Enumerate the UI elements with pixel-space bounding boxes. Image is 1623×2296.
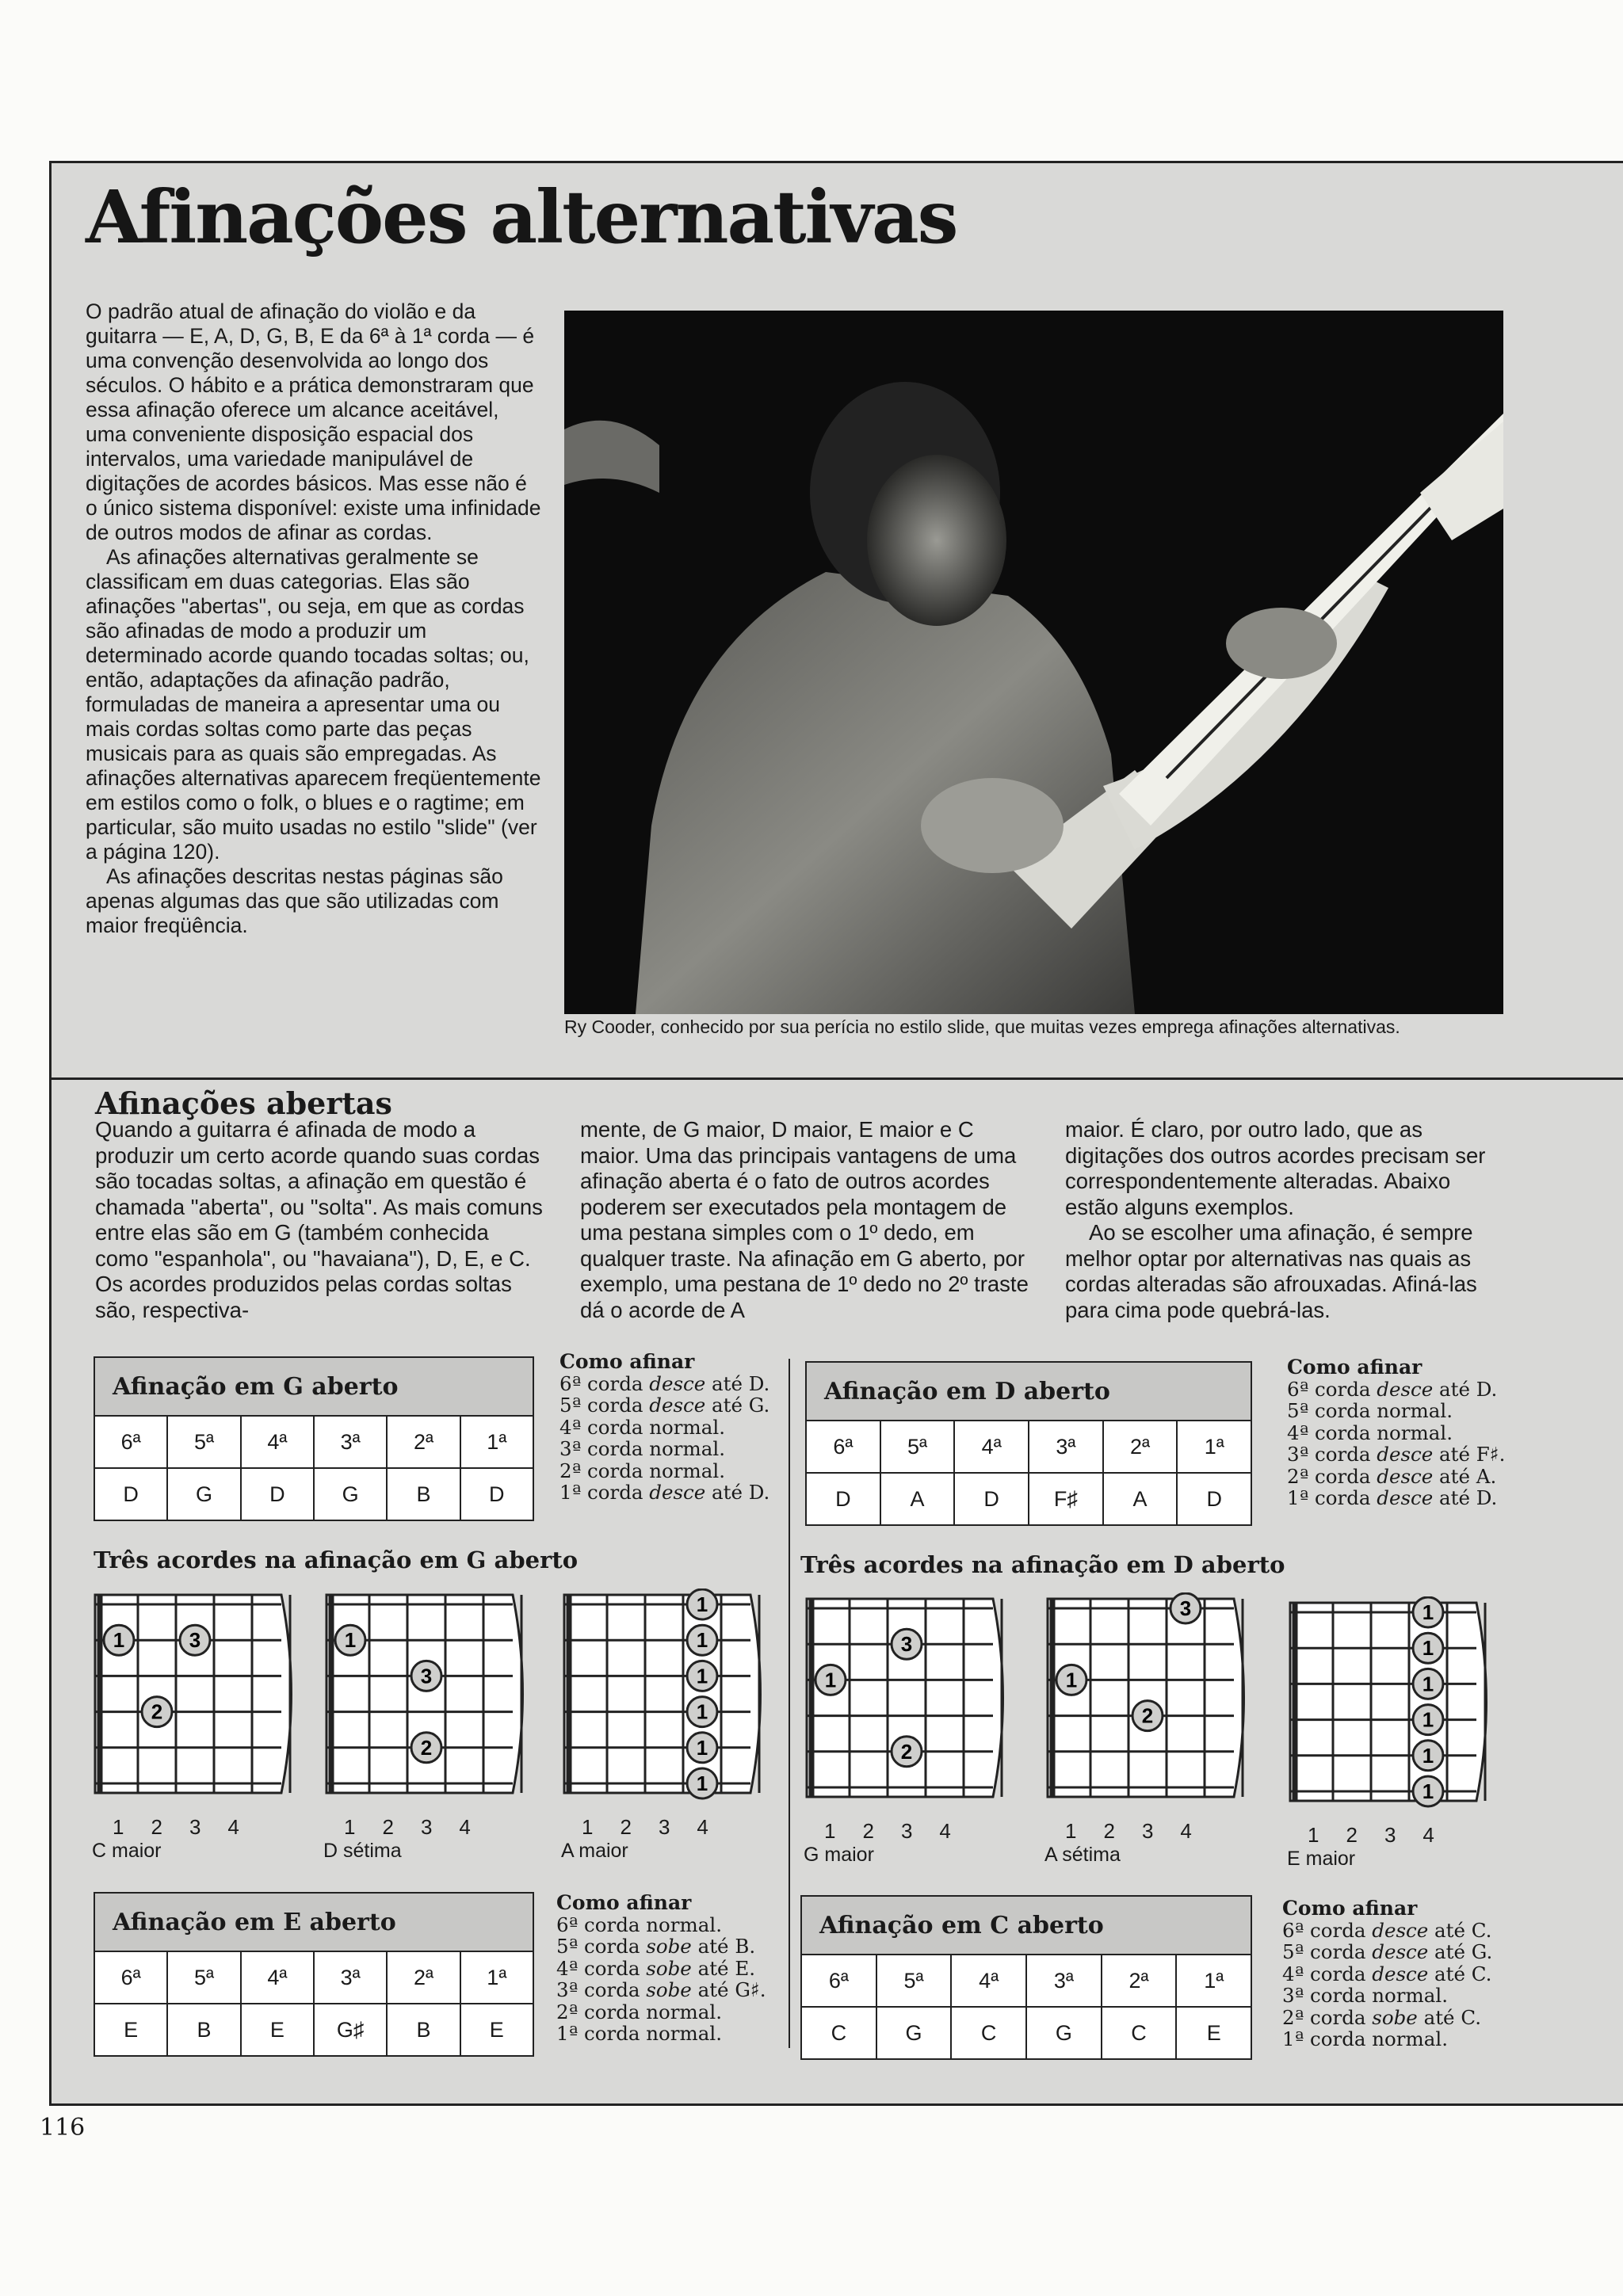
- bottom-rule: [49, 2103, 1623, 2106]
- intro-paragraph-2: As afinações alternativas geralmente se classificam em duas categorias. Elas são afinações "abertas", ou seja, em que as cordas são afinadas de modo a produzir um determinado acorde quando tocadas soltas; ou, então, adaptações da afinação padrão, formuladas de maneira a apresentar uma ou mais cordas soltas como parte das peças musicais para as quais são empregadas. As afinações alternativas aparecem freqüentemente em estilos como o folk, o blues e o ragtime; em particular, são muito usadas no estilo "slide" (ver a página 120).: [86, 545, 541, 864]
- howto-line: 3ª corda normal.: [559, 1437, 725, 1460]
- fret-number: 2: [620, 1815, 632, 1839]
- intro-paragraph-3: As afinações descritas nestas páginas são apenas algumas das que são utilizadas com maior freqüência.: [86, 864, 503, 937]
- note-cell: B: [386, 2004, 459, 2055]
- howto-line: 4ª corda sobe até E.: [556, 1956, 755, 1980]
- fret-number: 3: [900, 1819, 913, 1843]
- howto-e: [556, 1892, 766, 2045]
- howto-line: 6ª corda desce até D.: [559, 1371, 770, 1395]
- fret-number: 1: [113, 1815, 124, 1839]
- fretboard: [1284, 1596, 1498, 1826]
- chords-d-title: Três acordes na afinação em D aberto: [800, 1551, 1285, 1578]
- finger-number: 1: [824, 1668, 837, 1692]
- finger-number: 1: [113, 1628, 125, 1653]
- fret-number: 1: [582, 1815, 594, 1839]
- fretboard-outline: [1048, 1599, 1244, 1797]
- tuning-table-title: Afinação em C aberto: [802, 1897, 1251, 1955]
- left-rule: [49, 161, 52, 2106]
- finger-dot: [687, 1589, 717, 1619]
- howto-line: 2ª corda normal.: [559, 1459, 725, 1482]
- string-1: 1ª: [1175, 1955, 1251, 2006]
- howto-line: 1ª corda desce até D.: [1287, 1486, 1498, 1509]
- howto-title: Como afinar: [1282, 1897, 1418, 1920]
- fret-number: 1: [1308, 1823, 1319, 1847]
- string-2: 2ª: [386, 1952, 459, 2003]
- note-cell: G♯: [313, 2004, 386, 2055]
- howto-g: [559, 1351, 769, 1504]
- howto-line: 5ª corda desce até G.: [559, 1394, 770, 1417]
- howto-line: 3ª corda normal.: [1282, 1984, 1448, 2007]
- finger-number: 1: [696, 1628, 708, 1653]
- finger-dot: [411, 1661, 441, 1691]
- finger-dot: [1413, 1669, 1443, 1699]
- finger-dot: [892, 1629, 922, 1659]
- finger-dot: [180, 1625, 210, 1655]
- note-cell: D: [123, 1482, 139, 1506]
- string-3: 3ª: [313, 1417, 386, 1467]
- photo-illustration: [564, 311, 1503, 1014]
- fretboard: [89, 1589, 303, 1818]
- finger-number: 2: [900, 1739, 913, 1764]
- note-cell: C: [950, 2008, 1025, 2058]
- guitarist-photo: [564, 311, 1503, 1014]
- chord-diagram: [1041, 1592, 1255, 1867]
- string-row: [95, 1952, 533, 2003]
- howto-line: 4ª corda normal.: [1287, 1421, 1453, 1444]
- finger-dot: [142, 1697, 172, 1727]
- fret-numbers: [320, 1815, 534, 1840]
- howto-line: 1ª corda normal.: [1282, 2027, 1448, 2050]
- note-cell: G: [313, 1469, 386, 1520]
- finger-dot: [1413, 1705, 1443, 1735]
- note-row: [95, 1467, 533, 1520]
- column-3-text-2: Ao se escolher uma afinação, é sempre melhor optar por alternativas nas quais as cordas alteradas são afrouxadas. Afiná-las para cima pode quebrá-las.: [1065, 1220, 1477, 1322]
- chord-diagram: [558, 1589, 772, 1863]
- howto-line: 4ª corda normal.: [559, 1415, 725, 1439]
- chord-diagram: [1284, 1596, 1498, 1871]
- note-cell: G: [166, 1469, 239, 1520]
- fretboard-outline: [1290, 1603, 1487, 1801]
- fret-number: 1: [824, 1819, 836, 1843]
- fret-number: 3: [189, 1815, 201, 1839]
- fret-number: 1: [344, 1815, 356, 1839]
- howto-line: 6ª corda desce até D.: [1287, 1377, 1498, 1401]
- howto-line: 2ª corda sobe até C.: [1282, 2005, 1481, 2029]
- photo-caption: Ry Cooder, conhecido por sua perícia no estilo slide, que muitas vezes emprega afinações alternativas.: [564, 1016, 1400, 1037]
- finger-dot: [687, 1625, 717, 1655]
- top-rule: [49, 161, 1623, 163]
- finger-dot: [687, 1768, 717, 1798]
- howto-title: Como afinar: [1287, 1356, 1423, 1379]
- howto-line: 1ª corda desce até D.: [559, 1481, 770, 1504]
- howto-line: 2ª corda desce até A.: [1287, 1464, 1497, 1488]
- tuning-table-g: [94, 1356, 534, 1521]
- finger-dot: [1413, 1633, 1443, 1663]
- string-row: [95, 1417, 533, 1467]
- fretboard: [800, 1592, 1014, 1822]
- page-title: Afinações alternativas: [86, 174, 957, 260]
- finger-number: 1: [1422, 1707, 1434, 1732]
- finger-dot: [1056, 1665, 1086, 1695]
- fret-numbers: [89, 1815, 303, 1840]
- middle-rule: [49, 1077, 1623, 1080]
- fret-number: 4: [1423, 1823, 1434, 1847]
- tuning-table-e: [94, 1892, 534, 2057]
- string-3: 3ª: [1025, 1955, 1101, 2006]
- tuning-table-title: Afinação em D aberto: [807, 1363, 1251, 1421]
- note-cell: A: [880, 1474, 954, 1524]
- finger-dot: [104, 1625, 134, 1655]
- finger-dot: [411, 1733, 441, 1763]
- string-5: 5ª: [166, 1417, 239, 1467]
- finger-dot: [687, 1733, 717, 1763]
- note-cell: E: [240, 2004, 313, 2055]
- string-6: 6ª: [828, 1968, 849, 1993]
- fret-numbers: [800, 1819, 1014, 1844]
- finger-dot: [1413, 1597, 1443, 1627]
- column-2-text: mente, de G maior, D maior, E maior e C maior. Uma das principais vantagens de uma afinação aberta é o fato de outros acordes poderem ser executados pela montagem de uma pestana simples com o 1º dedo, em qualquer traste. Na afinação em G aberto, por exemplo, uma pestana de 1º dedo no 2º traste dá o acorde de A: [580, 1117, 1029, 1322]
- column-2: [580, 1117, 1032, 1323]
- finger-number: 1: [696, 1735, 708, 1760]
- chord-name: C maior: [92, 1840, 162, 1862]
- fret-number: 2: [1103, 1819, 1115, 1843]
- chord-name: G maior: [804, 1844, 874, 1866]
- finger-dot: [1170, 1593, 1201, 1623]
- fret-number: 4: [697, 1815, 708, 1839]
- howto-line: 4ª corda desce até C.: [1282, 1962, 1492, 1985]
- string-6: 6ª: [833, 1434, 854, 1459]
- fretboard: [320, 1589, 534, 1818]
- string-2: 2ª: [386, 1417, 459, 1467]
- string-3: 3ª: [313, 1952, 386, 2003]
- note-cell: E: [124, 2017, 139, 2042]
- howto-line: 5ª corda desce até G.: [1282, 1940, 1493, 1963]
- string-1: 1ª: [460, 1417, 533, 1467]
- string-4: 4ª: [240, 1417, 313, 1467]
- finger-dot: [687, 1661, 717, 1691]
- note-cell: D: [835, 1486, 851, 1511]
- finger-dot: [1132, 1701, 1163, 1731]
- fret-number: 3: [658, 1815, 670, 1839]
- note-row: [802, 2006, 1251, 2058]
- finger-dot: [335, 1625, 365, 1655]
- fret-numbers: [558, 1815, 772, 1840]
- fretboard: [1041, 1592, 1255, 1822]
- chords-g-title: Três acordes na afinação em G aberto: [94, 1547, 579, 1573]
- string-4: 4ª: [950, 1955, 1025, 2006]
- string-4: 4ª: [240, 1952, 313, 2003]
- note-cell: E: [1175, 2008, 1251, 2058]
- string-row: [807, 1421, 1251, 1472]
- fret-number: 4: [459, 1815, 471, 1839]
- chord-name: A sétima: [1044, 1844, 1121, 1866]
- string-2: 2ª: [1101, 1955, 1176, 2006]
- finger-number: 1: [1422, 1672, 1434, 1696]
- howto-line: 6ª corda normal.: [556, 1913, 722, 1936]
- finger-number: 1: [1422, 1636, 1434, 1661]
- finger-number: 1: [344, 1628, 357, 1653]
- string-5: 5ª: [880, 1421, 954, 1472]
- note-cell: D: [953, 1474, 1028, 1524]
- string-1: 1ª: [460, 1952, 533, 2003]
- fret-number: 1: [1065, 1819, 1077, 1843]
- chord-name: A maior: [561, 1840, 628, 1862]
- note-cell: A: [1102, 1474, 1177, 1524]
- note-cell: G: [1025, 2008, 1101, 2058]
- howto-line: 3ª corda desce até F♯.: [1287, 1443, 1506, 1466]
- note-row: [95, 2003, 533, 2055]
- string-row: [802, 1955, 1251, 2006]
- fret-number: 3: [1384, 1823, 1396, 1847]
- finger-number: 3: [1179, 1596, 1192, 1620]
- note-cell: G: [876, 2008, 951, 2058]
- finger-number: 3: [900, 1632, 913, 1657]
- finger-number: 1: [1422, 1743, 1434, 1768]
- column-1: [95, 1117, 547, 1323]
- finger-dot: [892, 1737, 922, 1767]
- note-cell: B: [386, 1469, 459, 1520]
- note-cell: D: [1176, 1474, 1251, 1524]
- intro-paragraph-1: O padrão atual de afinação do violão e da guitarra — E, A, D, G, B, E da 6ª à 1ª corda — é uma convenção desenvolvida ao longo dos séculos. O hábito e a prática demonstraram que essa afinação oferece um alcance aceitável, uma conveniente disposição espacial dos intervalos, uma variedade manipulável de digitações de acordes básicos. Mas esse não é o único sistema disponível: existe uma infinidade de outros modos de afinar as cordas.: [86, 299, 541, 544]
- string-2: 2ª: [1102, 1421, 1177, 1472]
- fret-number: 2: [862, 1819, 874, 1843]
- page-number: 116: [40, 2114, 86, 2142]
- finger-number: 1: [1422, 1600, 1434, 1624]
- tuning-table-title: Afinação em E aberto: [95, 1894, 533, 1952]
- intro-text: [86, 299, 541, 938]
- string-6: 6ª: [120, 1429, 141, 1454]
- finger-number: 1: [696, 1592, 708, 1616]
- finger-dot: [1413, 1776, 1443, 1806]
- finger-number: 1: [696, 1664, 708, 1688]
- chord-diagram: [800, 1592, 1014, 1867]
- column-divider: [789, 1359, 790, 2048]
- string-3: 3ª: [1028, 1421, 1102, 1472]
- string-5: 5ª: [166, 1952, 239, 2003]
- chord-diagram: [89, 1589, 303, 1863]
- fret-number: 4: [1180, 1819, 1192, 1843]
- string-5: 5ª: [876, 1955, 951, 2006]
- chord-diagram: [320, 1589, 534, 1863]
- fret-numbers: [1284, 1823, 1498, 1848]
- section-title: Afinações abertas: [95, 1085, 392, 1121]
- note-cell: D: [460, 1469, 533, 1520]
- finger-number: 2: [1141, 1703, 1154, 1728]
- note-cell: C: [831, 2020, 847, 2045]
- howto-line: 5ª corda normal.: [1287, 1399, 1453, 1422]
- howto-title: Como afinar: [556, 1891, 692, 1914]
- note-cell: F♯: [1028, 1474, 1102, 1524]
- finger-number: 1: [696, 1699, 708, 1724]
- tuning-table-c: [800, 1895, 1252, 2060]
- fret-number: 3: [1141, 1819, 1154, 1843]
- finger-number: 2: [151, 1699, 163, 1724]
- note-cell: E: [460, 2004, 533, 2055]
- finger-number: 3: [189, 1628, 201, 1653]
- tuning-table-title: Afinação em G aberto: [95, 1358, 533, 1417]
- column-3-text-1: maior. É claro, por outro lado, que as digitações dos outros acordes precisam ser correspondentemente alteradas. Abaixo estão alguns exemplos.: [1065, 1117, 1486, 1219]
- column-1-text: Quando a guitarra é afinada de modo a produzir um certo acorde quando suas cordas são tocadas soltas, a afinação em questão é chamada "aberta", ou "solta". As mais comuns entre elas são em G (também conhecida como "espanhola", ou "havaiana"), D, E, e C. Os acordes produzidos pelas cordas soltas são, respectiva-: [95, 1117, 543, 1322]
- note-cell: C: [1101, 2008, 1176, 2058]
- fret-number: 3: [420, 1815, 433, 1839]
- chord-name: E maior: [1287, 1848, 1356, 1870]
- fret-number: 2: [382, 1815, 394, 1839]
- string-1: 1ª: [1176, 1421, 1251, 1472]
- howto-title: Como afinar: [559, 1350, 695, 1373]
- howto-line: 1ª corda normal.: [556, 2022, 722, 2045]
- howto-c: [1282, 1897, 1492, 2050]
- howto-line: 6ª corda desce até C.: [1282, 1918, 1492, 1942]
- fret-numbers: [1041, 1819, 1255, 1844]
- fret-number: 4: [227, 1815, 239, 1839]
- fretboard-outline: [564, 1595, 761, 1793]
- howto-line: 3ª corda sobe até G♯.: [556, 1978, 766, 2001]
- finger-dot: [1413, 1741, 1443, 1771]
- finger-number: 1: [1422, 1779, 1434, 1803]
- fret-number: 4: [939, 1819, 951, 1843]
- howto-d: [1287, 1356, 1505, 1509]
- column-3: [1065, 1117, 1509, 1323]
- fret-number: 2: [1346, 1823, 1358, 1847]
- finger-number: 3: [420, 1664, 433, 1688]
- finger-dot: [687, 1697, 717, 1727]
- finger-number: 1: [696, 1772, 708, 1795]
- fret-number: 2: [151, 1815, 162, 1839]
- finger-number: 1: [1065, 1668, 1078, 1692]
- string-4: 4ª: [953, 1421, 1028, 1472]
- tuning-table-d: [805, 1361, 1252, 1526]
- note-row: [807, 1472, 1251, 1524]
- howto-line: 5ª corda sobe até B.: [556, 1935, 756, 1958]
- string-6: 6ª: [120, 1965, 141, 1989]
- chord-name: D sétima: [323, 1840, 402, 1862]
- finger-dot: [815, 1665, 846, 1695]
- fretboard: [558, 1589, 772, 1818]
- howto-line: 2ª corda normal.: [556, 2000, 722, 2023]
- note-cell: D: [240, 1469, 313, 1520]
- note-cell: B: [166, 2004, 239, 2055]
- finger-number: 2: [420, 1735, 433, 1760]
